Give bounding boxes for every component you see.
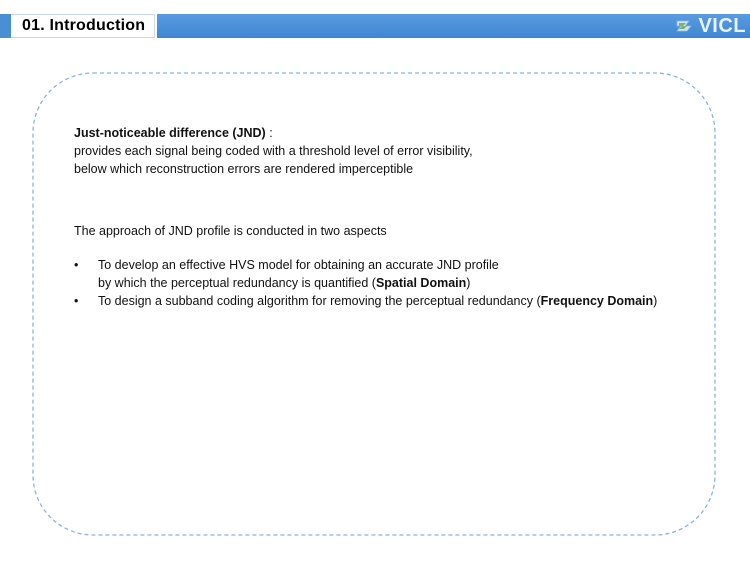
logo-text: VICL bbox=[698, 15, 746, 37]
jnd-definition-line-1: provides each signal being coded with a threshold level of error visibility, bbox=[74, 144, 473, 158]
bullet-icon: • bbox=[74, 294, 79, 308]
slide-content bbox=[74, 124, 714, 310]
jnd-term-suffix: : bbox=[265, 126, 273, 140]
jnd-term: Just-noticeable difference (JND) bbox=[74, 126, 266, 140]
jnd-definition-line-2: below which reconstruction errors are rendered imperceptible bbox=[74, 162, 414, 176]
jnd-definition-heading bbox=[74, 124, 714, 142]
bullet-1-line-2: by which the perceptual redundancy is quantified (Spatial Domain) bbox=[98, 276, 471, 290]
page-title: 01. Introduction bbox=[22, 17, 146, 34]
bullet-item-spatial bbox=[74, 256, 714, 292]
spatial-domain-label: Spatial Domain bbox=[375, 276, 467, 290]
bullet-icon: • bbox=[74, 258, 79, 272]
bullet-item-frequency bbox=[74, 292, 714, 310]
frequency-domain-label: Frequency Domain bbox=[540, 294, 654, 308]
bullet-1-line-1: To develop an effective HVS model for obtaining an accurate JND profile bbox=[98, 258, 499, 272]
bullet-2-line-1: To design a subband coding algorithm for removing the perceptual redundancy (Frequency Domain) bbox=[98, 294, 658, 308]
approach-lead: The approach of JND profile is conducted in two aspects bbox=[74, 224, 387, 238]
